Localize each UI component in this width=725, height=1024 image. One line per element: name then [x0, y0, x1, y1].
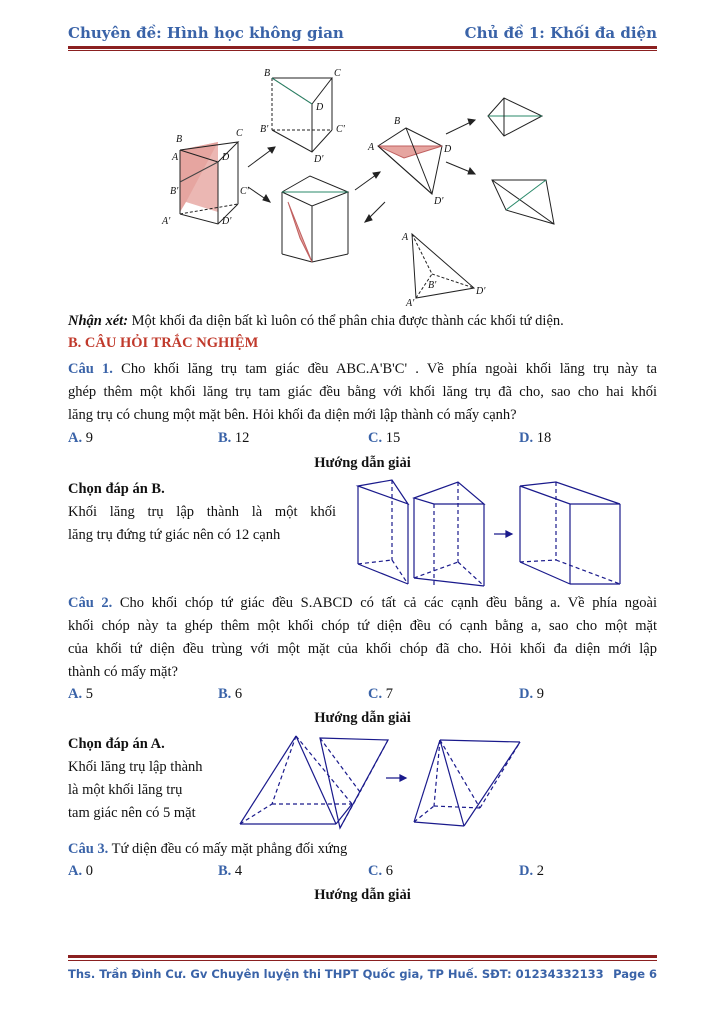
- label-Dp-4: D': [476, 286, 486, 297]
- label-Ap: A': [162, 216, 171, 227]
- q3-guide-title: Hướng dẫn giải: [314, 887, 411, 903]
- q1-line-2: ghép thêm một khối lăng trụ tam giác đều bằng với khối lăng trụ đã cho, sao cho hai khối: [68, 384, 657, 400]
- q2-text-1: Cho khối chóp tứ giác đều S.ABCD có tất cả các cạnh đều bằng a. Về phía ngoài: [112, 595, 657, 611]
- label-Cp: C': [240, 186, 249, 197]
- header-left: Chuyên đề: Hình học không gian: [68, 24, 344, 42]
- question-1: [68, 358, 657, 427]
- q2-explain-1: Khối lăng trụ lập thành: [68, 759, 203, 775]
- q2-explain-2: là một khối lăng trụ: [68, 782, 183, 798]
- label-B: B: [176, 134, 183, 145]
- q2-line-1: [68, 592, 657, 615]
- q3-label: Câu 3.: [68, 841, 109, 857]
- q1-explain-2: lăng trụ đứng tứ giác nên có 12 cạnh: [68, 527, 281, 543]
- q1-line-1: [68, 358, 657, 381]
- q1-line-3: lăng trụ có chung một mặt bên. Hỏi khối đa diện mới lập thành có mấy cạnh?: [68, 407, 517, 423]
- label-C-2: C: [334, 68, 341, 79]
- label-B-2: B: [264, 68, 271, 79]
- q1-option-a[interactable]: A. 9: [68, 430, 93, 446]
- q1-guide-title: Hướng dẫn giải: [314, 455, 411, 471]
- label-Dp-3: D': [434, 196, 444, 207]
- q2-explain-3: tam giác nên có 5 mặt: [68, 805, 196, 821]
- figure-q1-prisms: [352, 478, 628, 590]
- label-Bp: B': [170, 186, 179, 197]
- q2-answer: Chọn đáp án A.: [68, 736, 165, 752]
- section-title: B. CÂU HỎI TRẮC NGHIỆM: [68, 335, 259, 351]
- label-D-2: D: [316, 102, 324, 113]
- footer-rule-thin: [68, 960, 657, 961]
- header-rule-thin: [68, 50, 657, 51]
- q2-option-c[interactable]: C. 7: [368, 686, 393, 702]
- q2-label: Câu 2.: [68, 595, 113, 611]
- q3-option-a[interactable]: A. 0: [68, 863, 93, 879]
- label-D-3: D: [444, 144, 452, 155]
- figure-prism-decomposition: [150, 62, 570, 310]
- q1-option-d[interactable]: D. 18: [519, 430, 552, 446]
- q2-option-b[interactable]: B. 6: [218, 686, 243, 702]
- label-Dp: D': [222, 216, 232, 227]
- q2-option-d[interactable]: D. 9: [519, 686, 544, 702]
- q2-line-2: khối chóp này ta ghép thêm một khối chóp tứ diện đều có cạnh bằng a, sao cho một mặt: [68, 618, 657, 634]
- page-number: Page 6: [613, 967, 657, 981]
- label-A-4: A: [402, 232, 409, 243]
- label-Bp-2: B': [260, 124, 269, 135]
- q2-solution: [68, 733, 228, 825]
- q2-line-3: của khối tứ diện đều trùng với một mặt của khối chóp đã cho. Hỏi khối đa diện mới lập: [68, 641, 657, 657]
- q1-text-1: Cho khối lăng trụ tam giác đều ABC.A'B'C' . Về phía ngoài khối lăng trụ này ta: [112, 361, 657, 377]
- label-Dp-2: D': [314, 154, 324, 165]
- q1-option-c[interactable]: C. 15: [368, 430, 401, 446]
- label-C: C: [236, 128, 243, 139]
- q1-label: Câu 1.: [68, 361, 113, 377]
- label-A: A: [172, 152, 179, 163]
- q3-text: Tứ diện đều có mấy mặt phẳng đối xứng: [108, 841, 348, 857]
- q1-explain-1: Khối lăng trụ lập thành là một khối: [68, 504, 336, 520]
- q1-option-b[interactable]: B. 12: [218, 430, 250, 446]
- q2-guide-title: Hướng dẫn giải: [314, 710, 411, 726]
- q3-option-b[interactable]: B. 4: [218, 863, 243, 879]
- q2-line-4: thành có mấy mặt?: [68, 664, 178, 680]
- remark: [68, 310, 657, 333]
- q3-option-c[interactable]: C. 6: [368, 863, 393, 879]
- question-3: [68, 838, 657, 861]
- label-B-3: B: [394, 116, 401, 127]
- q1-answer: Chọn đáp án B.: [68, 481, 165, 497]
- header-rule: [68, 46, 657, 49]
- label-D: D: [222, 152, 230, 163]
- remark-label: Nhận xét:: [68, 313, 129, 329]
- label-Ap-4: A': [406, 298, 415, 309]
- q2-option-a[interactable]: A. 5: [68, 686, 93, 702]
- question-2: [68, 592, 657, 684]
- footer-author: Ths. Trần Đình Cư. Gv Chuyên luyện thi THPT Quốc gia, TP Huế. SĐT: 01234332133: [68, 967, 604, 981]
- q3-option-d[interactable]: D. 2: [519, 863, 544, 879]
- label-A-3: A: [368, 142, 375, 153]
- remark-text: Một khối đa diện bất kì luôn có thể phân chia được thành các khối tứ diện.: [128, 313, 564, 329]
- label-Bp-4: B': [428, 280, 437, 291]
- figure-q2-pyramids: [228, 732, 528, 830]
- q1-solution: [68, 478, 336, 547]
- label-Cp-2: C': [336, 124, 345, 135]
- header-right: Chủ đề 1: Khối đa diện: [464, 24, 657, 42]
- footer-rule: [68, 955, 657, 958]
